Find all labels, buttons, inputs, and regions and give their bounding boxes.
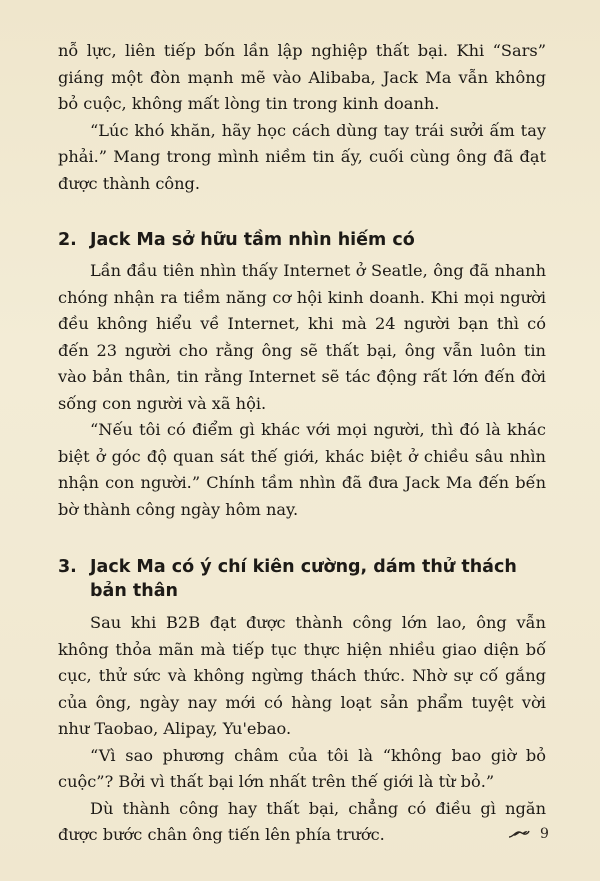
leaf-ornament-icon [508,828,530,840]
section-3-heading [58,555,546,603]
intro-paragraph-2: “Lúc khó khăn, hãy học cách dùng tay trái sưởi ấm tay phải.” Mang trong mình niềm tin ấy, cuối cùng ông đã đạt được thành công. [58,120,546,193]
section-3-title: Jack Ma có ý chí kiên cường, dám thử thách bản thân [90,557,517,601]
section-2-paragraph-2: “Nếu tôi có điểm gì khác với mọi người, thì đó là khác biệt ở góc độ quan sát thế giới, khác biệt ở chiều sâu nhìn nhận con người.” Chính tầm nhìn đã đưa Jack Ma đến bến bờ thành công ngày hôm nay. [58,420,546,519]
page-footer [508,822,568,846]
section-2-title: Jack Ma sở hữu tầm nhìn hiếm có [90,230,415,250]
section-2-heading [58,228,546,252]
page-number: 9 [540,826,549,842]
intro-paragraph-1: nỗ lực, liên tiếp bốn lần lập nghiệp thất bại. Khi “Sars” giáng một đòn mạnh mẽ vào Alibaba, Jack Ma vẫn không bỏ cuộc, không mất lòng tin trong kinh doanh. [58,41,546,113]
section-3-paragraph-1: Sau khi B2B đạt được thành công lớn lao, ông vẫn không thỏa mãn mà tiếp tục thực hiện nhiều giao diện bố cục, thử sức và không ngừng thách thức. Nhờ sự cố gắng của ông, ngày nay mới có hàng loạt sản phẩm tuyệt vời như Taobao, Alipay, Yu'ebao. [58,613,546,738]
section-2-number: 2. [58,230,77,250]
section-3-number: 3. [58,557,77,577]
section-2-paragraph-1: Lần đầu tiên nhìn thấy Internet ở Seatle, ông đã nhanh chóng nhận ra tiềm năng cơ hội kinh doanh. Khi mọi người đều không hiểu về Internet, khi mà 24 người bạn thì có đến 23 người cho rằng ông sẽ thất bại, ông vẫn luôn tin vào bản thân, tin rằng Internet sẽ tác động rất lớn đến đời sống con người và xã hội. [58,261,546,413]
section-3-paragraph-3: Dù thành công hay thất bại, chẳng có điều gì ngăn được bước chân ông tiến lên phía trước. [58,798,546,844]
section-3-paragraph-2: “Vì sao phương châm của tôi là “không bao giờ bỏ cuộc”? Bởi vì thất bại lớn nhất trên thế giới là từ bỏ.” [58,745,546,791]
page-body [58,38,546,849]
